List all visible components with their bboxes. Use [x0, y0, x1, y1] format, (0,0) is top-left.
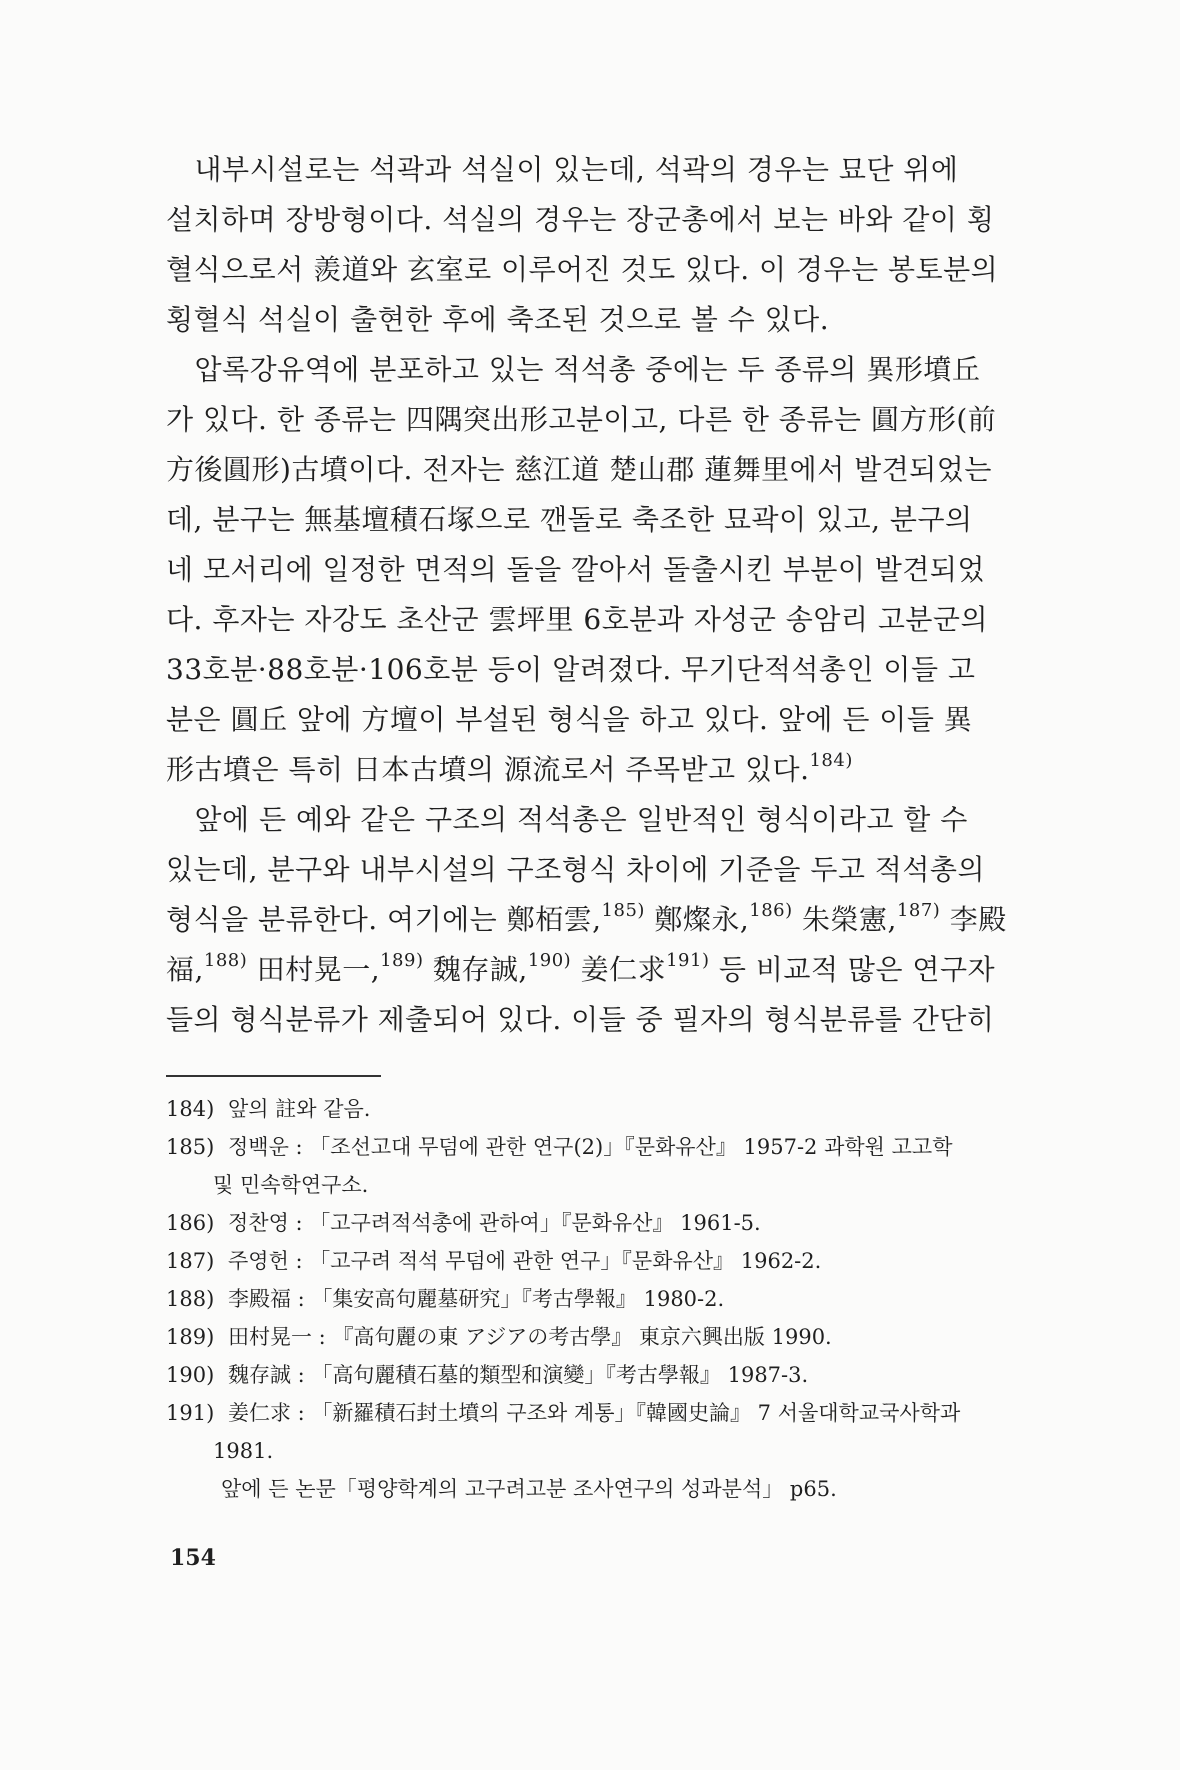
footnote-ref: 190)	[527, 949, 572, 971]
text-line: 분은 圓丘 앞에 方壇이 부설된 형식을 하고 있다. 앞에 든 이들 異	[166, 703, 973, 736]
text-line: 내부시설로는 석곽과 석실이 있는데, 석곽의 경우는 묘단 위에	[166, 153, 959, 186]
footnote-ref: 186)	[749, 899, 793, 921]
text-line: 횡혈식 석실이 출현한 후에 축조된 것으로 볼 수 있다.	[166, 303, 830, 336]
text-span: 鄭燦永,	[644, 903, 750, 936]
text-span: 朱榮憲,	[792, 903, 897, 936]
footnote-text: 魏存誠 : 「高句麗積石墓的類型和演變」『考古學報』 1987-3.	[228, 1363, 809, 1387]
text-line: 方後圓形)古墳이다. 전자는 慈江道 楚山郡 蓮舞里에서 발견되었는	[166, 453, 992, 486]
footnote-number: 188)	[166, 1287, 215, 1311]
footnote	[166, 1242, 1016, 1280]
footnote-ref: 191)	[666, 949, 710, 971]
footnote-note: 앞에 든 논문「평양학계의 고구려고분 조사연구의 성과분석」 p65.	[221, 1477, 837, 1501]
text-line: 데, 분구는 無基壇積石塚으로 깬돌로 축조한 묘곽이 있고, 분구의	[166, 503, 973, 536]
footnote-number: 190)	[166, 1363, 215, 1387]
footnote	[166, 1204, 1016, 1242]
footnote-ref: 188)	[203, 949, 248, 971]
text-line	[166, 745, 1016, 795]
footnote	[166, 1090, 1016, 1128]
text-span: 福,	[166, 953, 204, 986]
text-span: 등 비교적 많은 연구자	[709, 953, 996, 986]
footnote-ref: 184)	[809, 749, 853, 771]
footnote-text: 田村晃一 : 『高句麗の東 アジアの考古學』 東京六興出版 1990.	[228, 1325, 832, 1349]
text-line: 네 모서리에 일정한 면적의 돌을 깔아서 돌출시킨 부분이 발견되었	[166, 553, 986, 586]
footnote-number: 191)	[166, 1401, 215, 1425]
footnotes	[166, 1090, 1016, 1508]
text-line: 앞에 든 예와 같은 구조의 적석총은 일반적인 형식이라고 할 수	[166, 803, 968, 836]
footnote	[166, 1280, 1016, 1318]
text-span: 田村晃一,	[247, 953, 381, 986]
footnote-text: 姜仁求 : 「新羅積石封土墳의 구조와 계통」『韓國史論』 7 서울대학교국사학과	[228, 1401, 961, 1425]
footnote-number: 186)	[166, 1211, 215, 1235]
footnote-continuation: 1981.	[213, 1439, 274, 1463]
text-line: 들의 형식분류가 제출되어 있다. 이들 중 필자의 형식분류를 간단히	[166, 1003, 995, 1036]
footnote	[166, 1356, 1016, 1394]
footnote-text: 주영헌 : 「고구려 적석 무덤에 관한 연구」『문화유산』 1962-2.	[228, 1249, 822, 1273]
footnote	[166, 1394, 1016, 1432]
footnote-number: 185)	[166, 1135, 215, 1159]
text-line: 있는데, 분구와 내부시설의 구조형식 차이에 기준을 두고 적석총의	[166, 853, 986, 886]
text-line	[166, 895, 1016, 945]
text-line: 혈식으로서 羨道와 玄室로 이루어진 것도 있다. 이 경우는 봉토분의	[166, 253, 999, 286]
footnote-text: 앞의 註와 같음.	[228, 1097, 371, 1121]
footnote-text: 정백운 : 「조선고대 무덤에 관한 연구(2)」『문화유산』 1957-2 과학원 고고학	[228, 1135, 953, 1159]
text-span: 李殿	[940, 903, 1007, 936]
text-line: 33호분·88호분·106호분 등이 알려졌다. 무기단적석총인 이들 고	[166, 653, 976, 686]
footnote-text: 李殿福 : 「集安高句麗墓研究」『考古學報』 1980-2.	[228, 1287, 725, 1311]
footnote-ref: 185)	[601, 899, 645, 921]
footnote-number: 184)	[166, 1097, 215, 1121]
text-span: 형식을 분류한다. 여기에는 鄭栢雲,	[166, 903, 602, 936]
text-line	[166, 945, 1016, 995]
footnote-ref: 187)	[896, 899, 941, 921]
footnote	[166, 1128, 1016, 1166]
text-line: 다. 후자는 자강도 초산군 雲坪里 6호분과 자성군 송암리 고분군의	[166, 603, 989, 636]
footnote-ref: 189)	[380, 949, 424, 971]
text-span: 姜仁求	[571, 953, 667, 986]
text-line: 설치하며 장방형이다. 석실의 경우는 장군총에서 보는 바와 같이 횡	[166, 203, 995, 236]
footnote-number: 187)	[166, 1249, 215, 1273]
text-span: 形古墳은 특히 日本古墳의 源流로서 주목받고 있다.	[166, 753, 810, 786]
footnote-continuation: 및 민속학연구소.	[213, 1173, 369, 1197]
text-span: 魏存誠,	[423, 953, 528, 986]
text-line: 압록강유역에 분포하고 있는 적석총 중에는 두 종류의 異形墳丘	[166, 353, 981, 386]
page-number: 154	[170, 1545, 216, 1571]
footnote	[166, 1318, 1016, 1356]
footnote-divider	[166, 1075, 381, 1077]
footnote-number: 189)	[166, 1325, 215, 1349]
text-line: 가 있다. 한 종류는 四隅突出形고분이고, 다른 한 종류는 圓方形(前	[166, 403, 997, 436]
footnote-text: 정찬영 : 「고구려적석총에 관하여」『문화유산』 1961-5.	[228, 1211, 761, 1235]
body-text	[166, 145, 1016, 1045]
